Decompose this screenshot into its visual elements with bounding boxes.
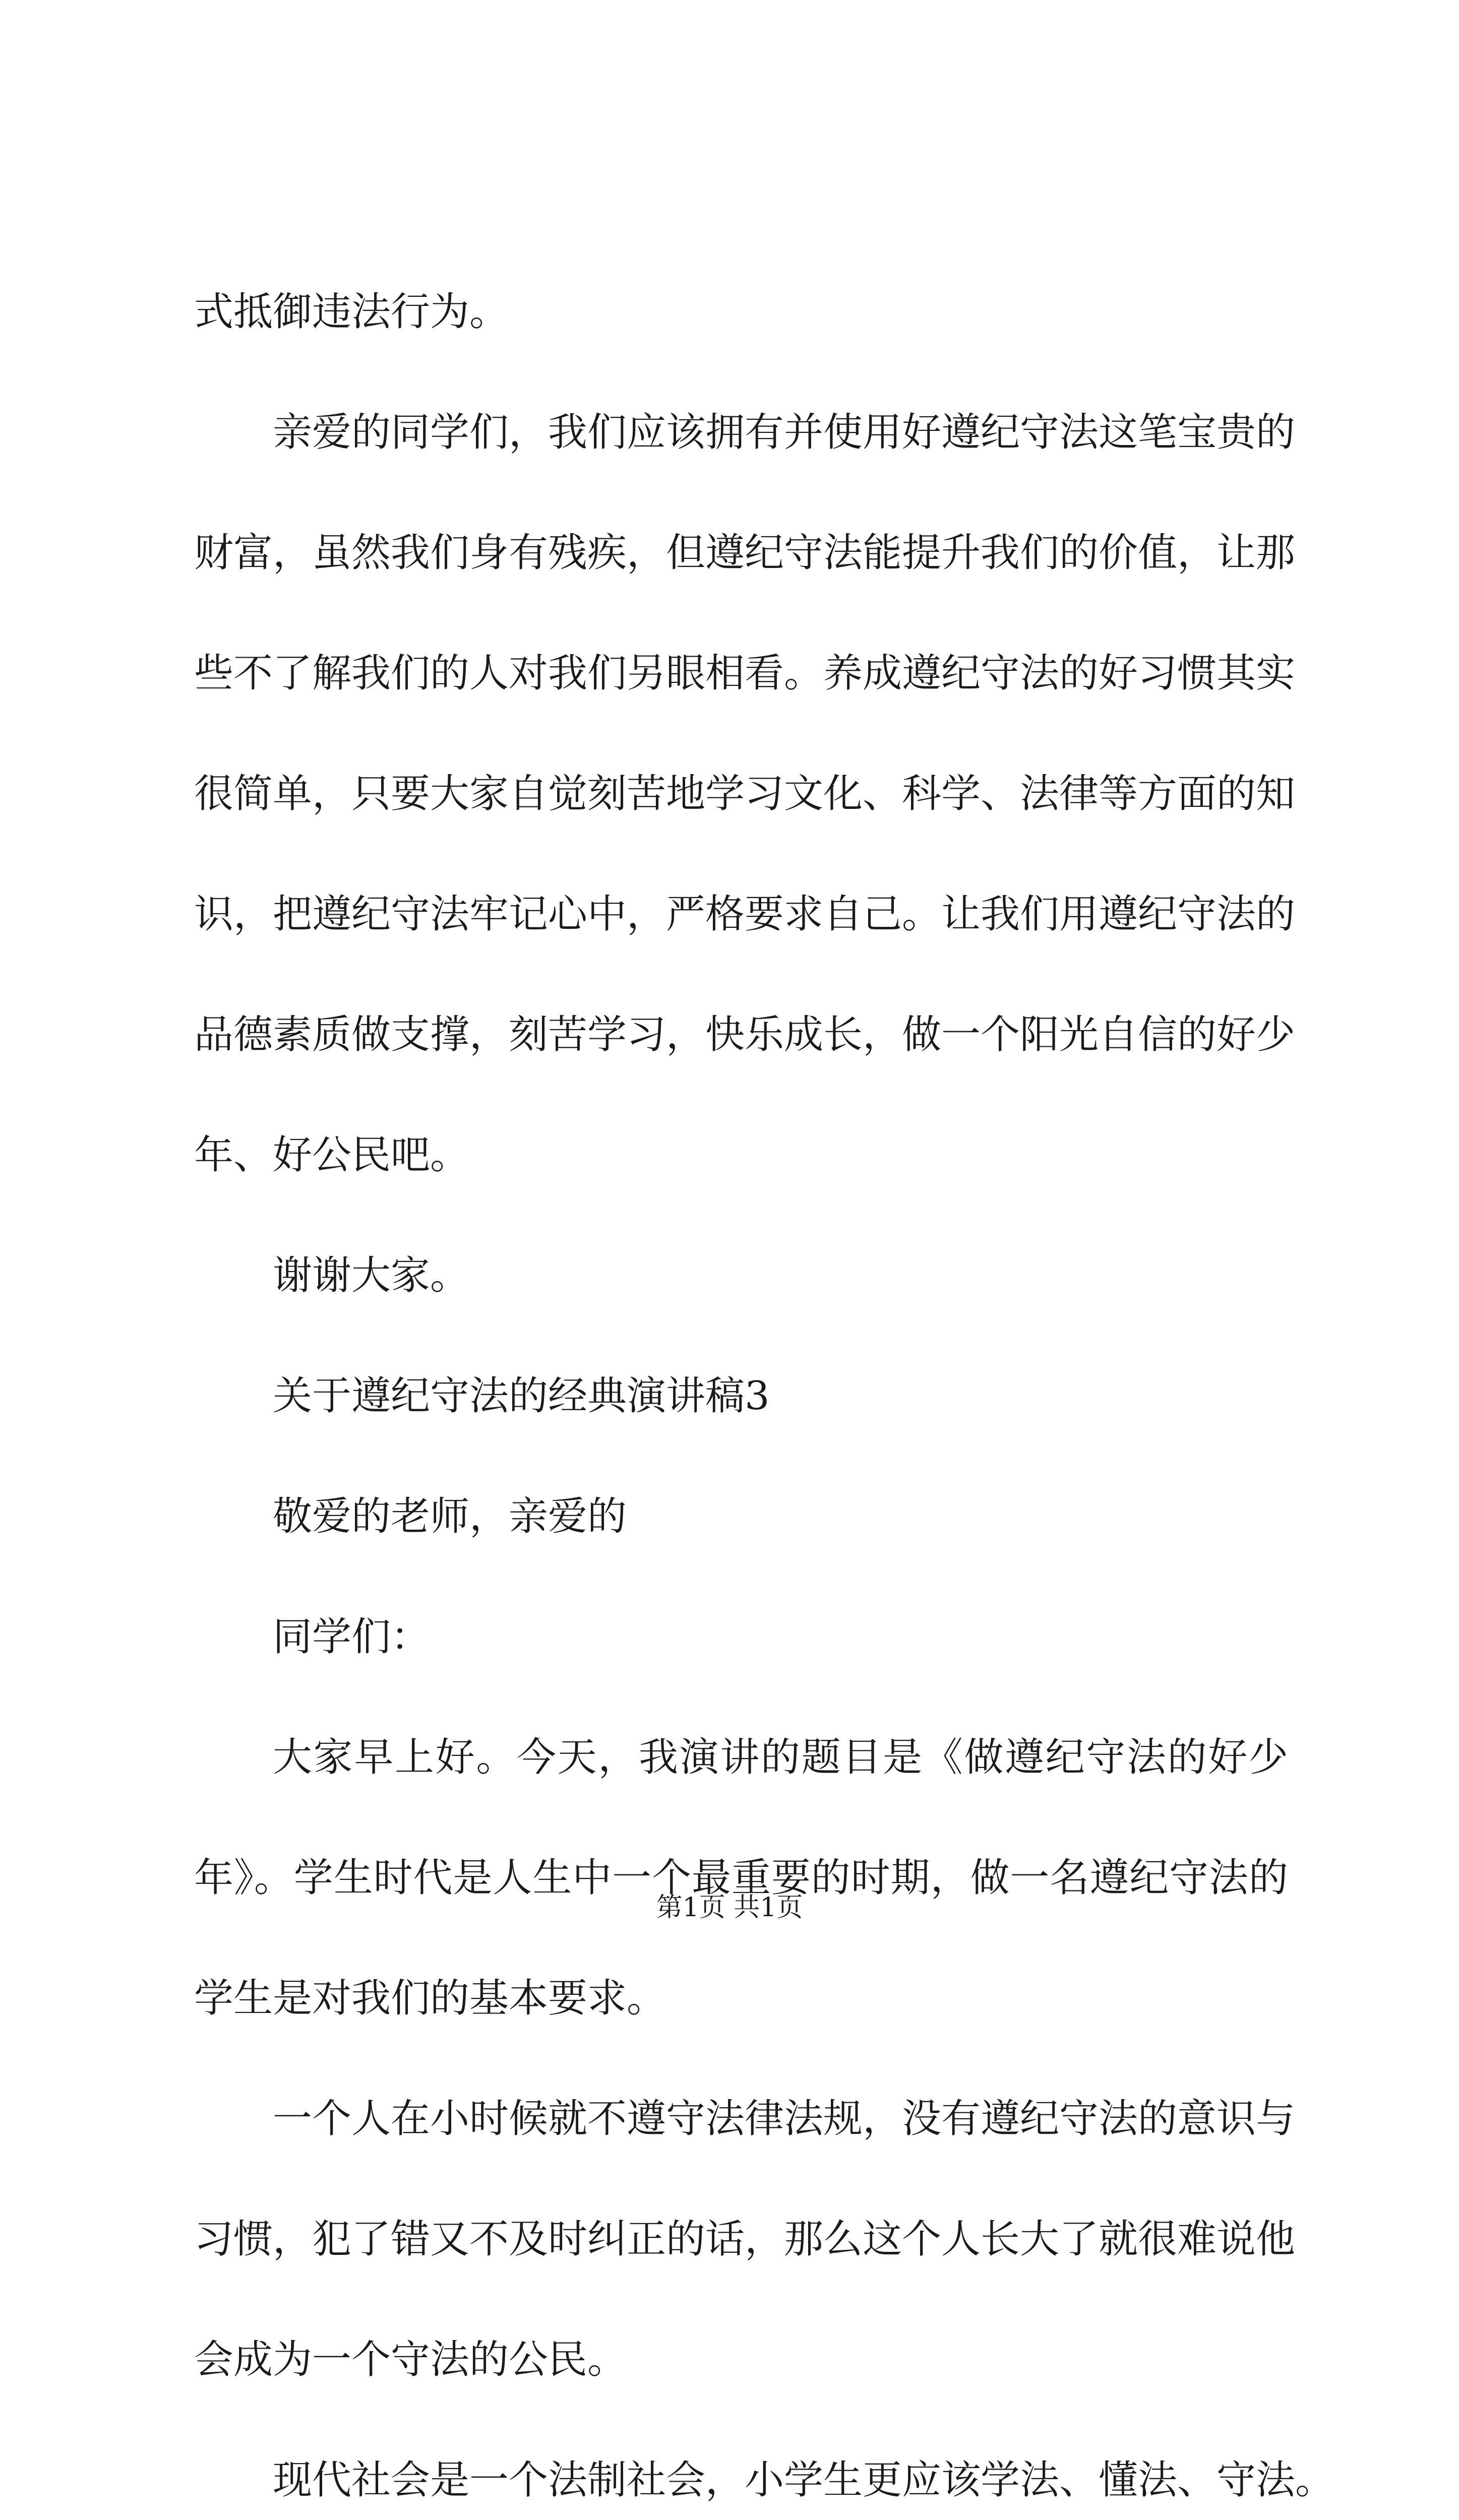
salutation-line: 敬爱的老师，亲爱的 [273, 1494, 627, 1539]
text-line: 习惯，犯了错又不及时纠正的话，那么这个人长大了就很难说他 [194, 2217, 1296, 2262]
text-line: 会成为一个守法的公民。 [194, 2337, 627, 2382]
text-line: 一个人在小时候就不遵守法律法规，没有遵纪守法的意识与 [273, 2096, 1296, 2141]
salutation-line: 同学们： [273, 1614, 431, 1660]
text-line: 现代社会是一个法制社会，小学生更应该学法、懂法、守法。 [273, 2458, 1335, 2503]
text-line: 谢谢大家。 [273, 1253, 470, 1298]
document-body [194, 252, 1335, 2520]
text-line: 式抵御违法行为。 [194, 289, 509, 335]
text-line: 很简单，只要大家自觉刻苦地学习文化、科学、法律等方面的知 [194, 771, 1296, 816]
text-line: 些不了解我们的人对我们另眼相看。养成遵纪守法的好习惯其实 [194, 651, 1296, 696]
page-footer: 第1页 共1页 [656, 1893, 803, 1923]
text-line: 财富，虽然我们身有残疾，但遵纪守法能提升我们的价值，让那 [194, 530, 1296, 576]
text-line: 大家早上好。今天，我演讲的题目是《做遵纪守法的好少 [273, 1735, 1288, 1780]
section-heading: 关于遵纪守法的经典演讲稿3 [273, 1373, 770, 1419]
text-line: 年》。学生时代是人生中一个最重要的时期，做一名遵纪守法的 [194, 1855, 1288, 1901]
text-line: 识，把遵纪守法牢记心中，严格要求自己。让我们用遵纪守法的 [194, 892, 1296, 937]
text-line: 品德素质做支撑，刻苦学习，快乐成长，做一个阳光自信的好少 [194, 1012, 1296, 1057]
text-line: 学生是对我们的基本要求。 [194, 1976, 666, 2021]
text-line: 亲爱的同学们，我们应该拥有并使用好遵纪守法这笔宝贵的 [273, 410, 1296, 455]
text-line: 年、好公民吧。 [194, 1132, 470, 1178]
